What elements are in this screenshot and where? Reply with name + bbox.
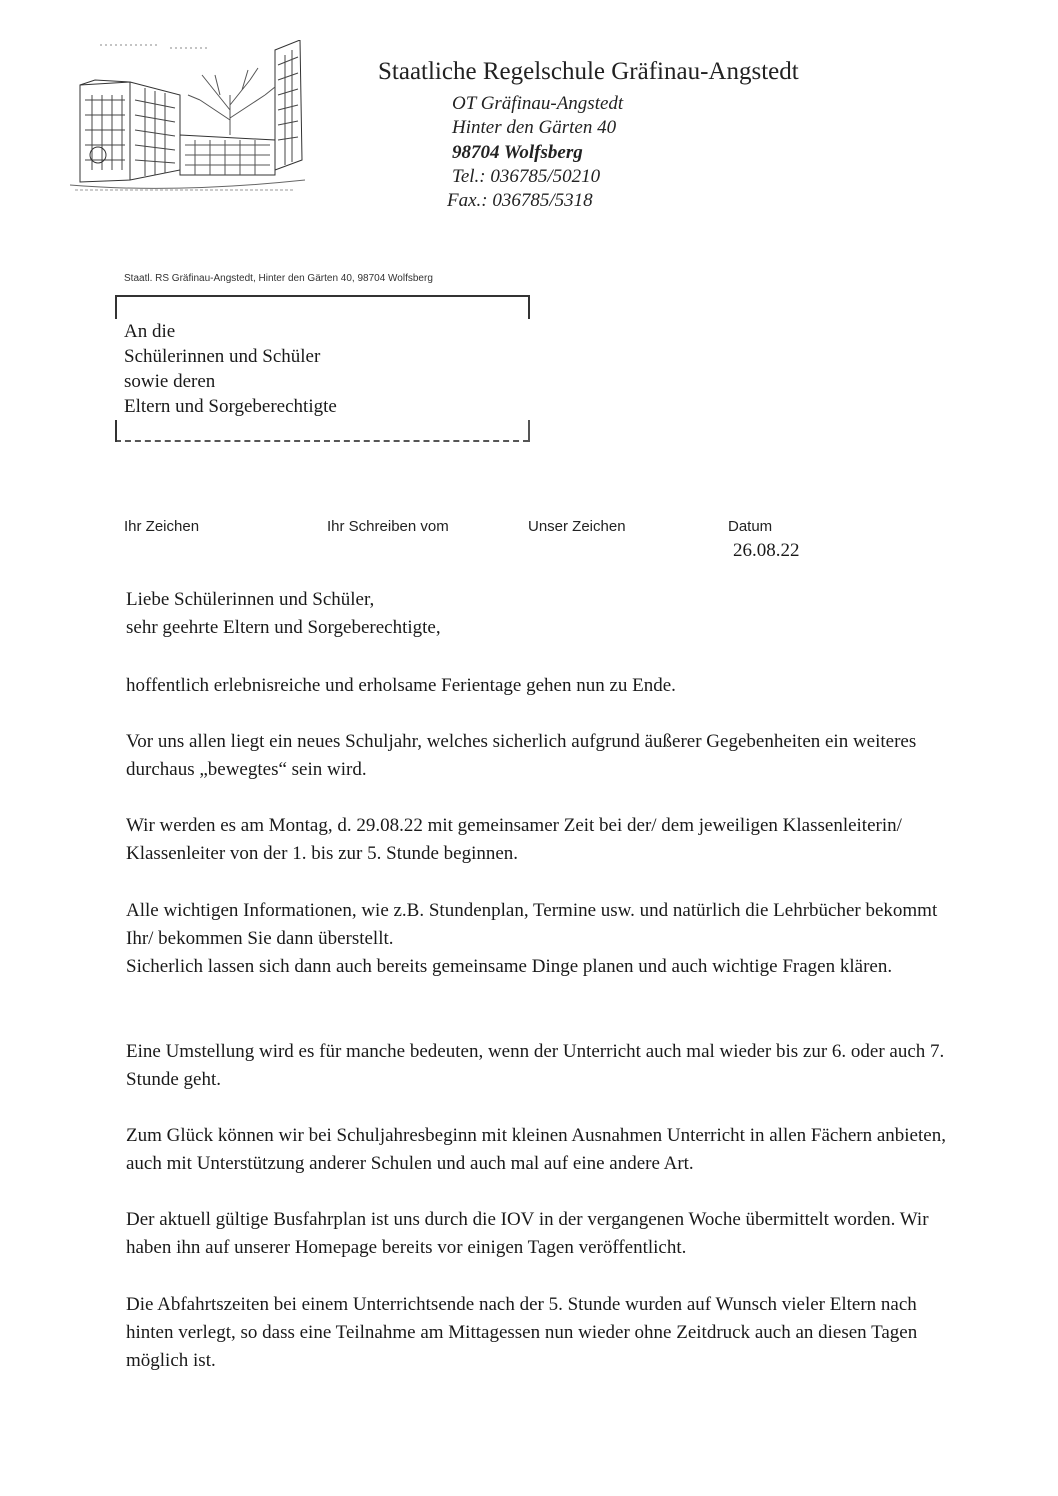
body-paragraph: Die Abfahrtszeiten bei einem Unterrichtsende nach der 5. Stunde wurden auf Wunsch vieler Eltern nach hinten verlegt, so dass eine Teilnahme am Mittagessen nun wieder ohne Zeitdruck auch an diesen Tagen möglich ist. [126,1294,918,1371]
body-paragraph: Der aktuell gültige Busfahrplan ist uns durch die IOV in der vergangenen Woche übermittelt worden. Wir haben ihn auf unserer Homepage bereits vor einigen Tagen veröffentlicht. [126,1209,929,1258]
ref-ihr-zeichen: Ihr Zeichen [124,518,200,535]
ref-ihr-schreiben-vom: Ihr Schreiben vom [327,518,449,535]
salutation [126,586,956,642]
salutation-line: Liebe Schülerinnen und Schüler, [126,589,375,610]
recipient-line: sowie deren [124,371,216,392]
body-paragraph: Sicherlich lassen sich dann auch bereits gemeinsame Dinge planen und auch wichtige Fragen klären. [126,956,893,977]
school-building-logo [70,40,305,195]
body-paragraph: Vor uns allen liegt ein neues Schuljahr, welches sicherlich aufgrund äußerer Gegebenheiten ein weiteres durchaus „bewegtes“ sein wird. [126,731,917,780]
recipient-line: Eltern und Sorgeberechtigte [124,396,337,417]
body-paragraph: Alle wichtigen Informationen, wie z.B. Stundenplan, Termine usw. und natürlich die Lehrbücher bekommt Ihr/ bekommen Sie dann überstellt. [126,900,938,949]
address-city: 98704 Wolfsberg [452,142,583,163]
ref-datum-label: Datum [728,518,773,535]
ref-unser-zeichen: Unser Zeichen [528,518,626,535]
recipient-block [124,319,337,419]
address-window-top [115,295,529,297]
salutation-line: sehr geehrte Eltern und Sorgeberechtigte, [126,617,441,638]
address-window-corner [115,295,117,319]
address-window-corner [115,420,117,442]
recipient-line: An die [124,321,176,342]
recipient-line: Schülerinnen und Schüler [124,346,321,367]
body-paragraph: Zum Glück können wir bei Schuljahresbeginn mit kleinen Ausnahmen Unterricht in allen Fächern anbieten, auch mit Unterstützung anderer Schulen und auch mal auf eine andere Art. [126,1125,946,1174]
address-window-corner [528,295,530,319]
letter-date: 26.08.22 [733,540,800,561]
sender-line: Staatl. RS Gräfinau-Angstedt, Hinter den Gärten 40, 98704 Wolfsberg [124,273,433,284]
address-district: OT Gräfinau-Angstedt [452,93,624,114]
body-paragraph: Wir werden es am Montag, d. 29.08.22 mit gemeinsamer Zeit bei der/ dem jeweiligen Klassenleiterin/ Klassenleiter von der 1. bis zur 5. Stunde beginnen. [126,815,902,864]
address-phone: Tel.: 036785/50210 [452,166,601,187]
school-name: Staatliche Regelschule Gräfinau-Angstedt [378,58,799,85]
body-paragraph: hoffentlich erlebnisreiche und erholsame Ferientage gehen nun zu Ende. [126,675,676,696]
address-window-corner [528,420,530,442]
address-window-bottom [115,440,529,442]
body-paragraph: Eine Umstellung wird es für manche bedeuten, wenn der Unterricht auch mal wieder bis zur 6. oder auch 7. Stunde geht. [126,1041,945,1090]
address-street: Hinter den Gärten 40 [452,117,617,138]
address-fax: Fax.: 036785/5318 [447,190,593,211]
